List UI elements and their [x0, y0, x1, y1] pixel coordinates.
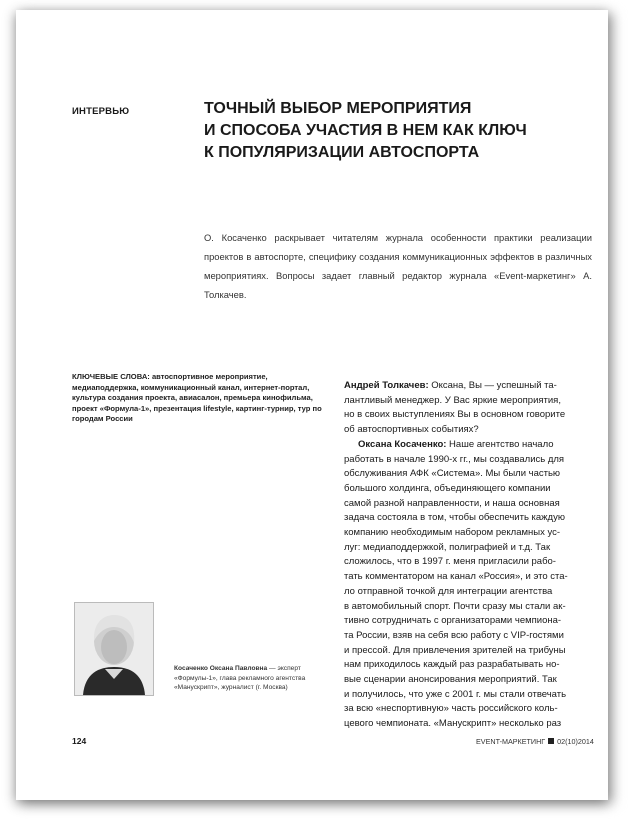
section-label: ИНТЕРВЬЮ — [72, 106, 130, 117]
text-line: но в своих выступлениях Вы в основном говорите — [344, 409, 566, 421]
text-line: лантливый менеджер. У Вас яркие мероприятия, — [344, 394, 561, 406]
title-line: И СПОСОБА УЧАСТИЯ В НЕМ КАК КЛЮЧ — [204, 122, 527, 139]
text-line: луг: медиаподдержкой, полиграфией и т.д. Так — [344, 541, 551, 553]
caption-text: — эксперт «Формулы-1», глава рекламного агентства «Манускрипт», журналист (г. Москва) — [174, 665, 306, 692]
text-line: ло отправной точкой для интеграции агентства — [344, 585, 553, 597]
text-line: самой разной направленности, и наша основная — [344, 497, 560, 509]
lead-paragraph: О. Косаченко раскрывает читателям журнала особенности практики реализации проектов в автоспорте, специфику создания коммуникационных эффектов в различных мероприятиях. Вопросы задает главный редактор журнала «Event-маркетинг» А. Толкачев. — [204, 232, 592, 300]
text-line: та России, взяв на себя всю работу с VIP-гостями — [344, 629, 564, 641]
author-photo — [74, 602, 154, 696]
text-line: Андрей Толкачев: Оксана, Вы — успешный та- — [344, 380, 557, 391]
title-line: К ПОПУЛЯРИЗАЦИИ АВТОСПОРТА — [204, 144, 480, 161]
keywords-block — [72, 372, 328, 425]
issue-number: 02(10)2014 — [557, 737, 594, 746]
text-line: работать в начале 1990-х гг., мы создавались для — [344, 453, 565, 465]
article-title — [204, 98, 544, 164]
text-line: задача состояла в том, чтобы обеспечить каждую — [344, 512, 565, 524]
journal-name: EVENT-МАРКЕТИНГ — [476, 737, 546, 746]
journal-footer — [476, 737, 594, 746]
text-line: компанию необходимым набором рекламных ус- — [344, 527, 561, 539]
text-line: нам приходилось каждый раз разрабатывать но- — [344, 659, 560, 671]
respondent-name: Оксана Косаченко: — [358, 438, 447, 450]
title-line: ТОЧНЫЙ ВЫБОР МЕРОПРИЯТИЯ — [204, 100, 472, 117]
text-line: большого холдинга, объединяющего компании — [344, 482, 551, 494]
keywords-text: автоспортивное мероприятие, медиаподдержка, коммуникационный канал, интернет-портал, культура создания проекта, авиасалон, премьера кинофильма, проект «Формула-1», презентация lifestyle, картинг-турнир, тур по городам России — [72, 372, 322, 424]
text-line: обслуживания АФК «Система». Мы были частью — [344, 468, 561, 480]
text-line: цевого чемпионата. «Манускрипт» несколько раз — [344, 718, 562, 730]
text-line: и получилось, что уже с 2001 г. мы стали отвечать — [344, 688, 567, 700]
text-line: и прессой. Для привлечения зрителей на трибуны — [344, 644, 566, 656]
caption-name: Косаченко Оксана Павловна — [174, 665, 268, 672]
text-line: тивно сотрудничать с организаторами чемпиона- — [344, 615, 562, 627]
interview-body — [344, 379, 589, 732]
text-line: Оксана Косаченко: Наше агентство начало — [358, 438, 554, 450]
square-bullet-icon — [548, 738, 554, 744]
text-line: в автомобильный спорт. Почти сразу мы стали ак- — [344, 600, 566, 612]
text-line: за всю «неспортивную» часть российского коль- — [344, 703, 558, 715]
interviewer-name: Андрей Толкачев: — [344, 380, 429, 391]
keywords-label: КЛЮЧЕВЫЕ СЛОВА: — [72, 372, 150, 381]
page-number: 124 — [72, 736, 87, 746]
photo-caption — [174, 664, 330, 693]
portrait-image — [75, 603, 153, 695]
text-line: об автоспортивных событиях? — [344, 424, 479, 436]
text-line: тать комментатором на канал «Россия», и это ста- — [344, 571, 568, 583]
text-line: сложилось, что в 1997 г. меня пригласили рабо- — [344, 556, 556, 568]
text-line: вые сценарии анонсирования мероприятий. Так — [344, 674, 557, 686]
